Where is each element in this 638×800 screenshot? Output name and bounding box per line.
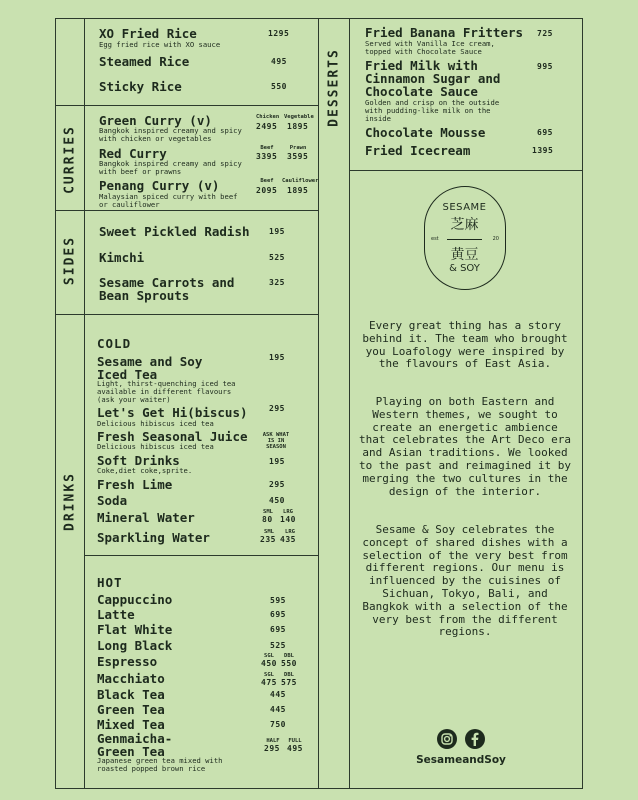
menu-item-name: Latte bbox=[97, 607, 135, 622]
size-label: SGL bbox=[264, 653, 274, 659]
menu-item-description: Delicious hibiscus iced tea bbox=[97, 442, 214, 451]
menu-item-description: Coke,diet coke,sprite. bbox=[97, 466, 193, 475]
section-label-sides: SIDES bbox=[62, 235, 78, 286]
menu-item-name: Steamed Rice bbox=[99, 54, 190, 69]
menu-item-name: Soda bbox=[97, 493, 128, 508]
menu-item-description: Egg fried rice with XO sauce bbox=[99, 40, 221, 49]
menu-item-name: Fried Icecream bbox=[365, 143, 471, 158]
size-label: FULL bbox=[288, 738, 302, 744]
menu-item-name: Mineral Water bbox=[97, 510, 195, 525]
price-note: ASK WHAT IS IN SEASON bbox=[262, 432, 290, 450]
menu-item-price: 80 bbox=[262, 515, 273, 524]
menu-item-price: 445 bbox=[270, 705, 286, 714]
menu-item-price: 450 bbox=[269, 496, 285, 505]
price-option-label: Chicken bbox=[256, 114, 280, 120]
menu-item-name: Black Tea bbox=[97, 687, 165, 702]
center-divider-left bbox=[318, 18, 319, 789]
story-paragraph: Sesame & Soy celebrates the concept of shared dishes with a selection of the very best from different regions. Our menu is influenced by the cuisines of Sichuan, Tokyo, Bali, and Bangkok with a selection of the very best from the different regions. bbox=[362, 523, 568, 639]
menu-item-name: Sweet Pickled Radish bbox=[99, 224, 250, 239]
menu-item-price: 295 bbox=[269, 480, 285, 489]
menu-item-description: Bangkok inspired creamy and spicy with chicken or vegetables bbox=[99, 126, 242, 143]
outer-border-bottom bbox=[55, 788, 583, 789]
menu-item-description: Japanese green tea mixed with roasted popped brown rice bbox=[97, 756, 223, 773]
menu-item-price: 475 bbox=[261, 678, 277, 687]
menu-item-name: Fried Banana Fritters bbox=[365, 25, 524, 40]
logo-rule bbox=[447, 239, 482, 240]
outer-border-top bbox=[55, 18, 583, 19]
menu-item-name: Mixed Tea bbox=[97, 717, 165, 732]
logo-line-2: & SOY bbox=[449, 263, 480, 274]
menu-item-price: 595 bbox=[270, 596, 286, 605]
menu-item-price: 435 bbox=[280, 535, 296, 544]
size-label: LRG bbox=[285, 529, 295, 535]
menu-item-price: 445 bbox=[270, 690, 286, 699]
divider-curries-sides bbox=[55, 210, 318, 211]
menu-item-name: Flat White bbox=[97, 622, 173, 637]
menu-item-price: 1895 bbox=[287, 122, 309, 131]
menu-item-price: 725 bbox=[537, 29, 553, 38]
menu-item-price: 325 bbox=[269, 278, 285, 287]
menu-item-price: 495 bbox=[271, 57, 287, 66]
menu-item-price: 695 bbox=[537, 128, 553, 137]
center-divider-right bbox=[349, 18, 350, 789]
facebook-icon[interactable] bbox=[465, 729, 485, 749]
menu-item-name: Sesame Carrots and Bean Sprouts bbox=[99, 275, 235, 303]
menu-item-price: 550 bbox=[281, 659, 297, 668]
menu-item-name: Soft Drinks bbox=[97, 453, 180, 468]
size-label: DBL bbox=[284, 653, 294, 659]
subsection-title-cold: COLD bbox=[97, 336, 132, 351]
sesame-soy-logo bbox=[424, 186, 506, 290]
logo-line-1: SESAME bbox=[442, 202, 487, 213]
menu-item-description: Bangkok inspired creamy and spicy with beef or prawns bbox=[99, 159, 242, 176]
menu-item-name: Macchiato bbox=[97, 671, 165, 686]
menu-item-price: 575 bbox=[281, 678, 297, 687]
menu-item-name: Kimchi bbox=[99, 250, 145, 265]
menu-item-name: Sesame and Soy Iced Tea bbox=[97, 354, 203, 382]
price-option-label: Vegetable bbox=[284, 114, 314, 120]
divider-sides-drinks bbox=[55, 314, 318, 315]
outer-border-right bbox=[582, 18, 583, 789]
story-paragraph: Every great thing has a story behind it. The team who brought you Loafology were inspired by the flavours of East Asia. bbox=[362, 319, 568, 371]
divider-rice-curries bbox=[55, 105, 318, 106]
menu-item-name: Red Curry bbox=[99, 146, 167, 161]
social-handle: SesameandSoy bbox=[416, 754, 506, 766]
price-option-label: Prawn bbox=[289, 145, 307, 151]
menu-item-name: Green Curry (v) bbox=[99, 113, 212, 128]
divider-desserts-story bbox=[349, 170, 582, 171]
menu-item-price: 235 bbox=[260, 535, 276, 544]
menu-item-name: Espresso bbox=[97, 654, 158, 669]
size-label: HALF bbox=[266, 738, 280, 744]
menu-item-description: Served with Vanilla Ice cream, topped with Chocolate Sauce bbox=[365, 39, 495, 56]
menu-item-price: 525 bbox=[270, 641, 286, 650]
menu-item-price: 140 bbox=[280, 515, 296, 524]
menu-item-description: Delicious hibiscus iced tea bbox=[97, 419, 214, 428]
menu-item-price: 495 bbox=[287, 744, 303, 753]
menu-item-price: 195 bbox=[269, 457, 285, 466]
menu-item-name: Long Black bbox=[97, 638, 173, 653]
divider-cold-hot bbox=[84, 555, 318, 556]
menu-item-name: Fried Milk with Cinnamon Sugar and Chocolate Sauce bbox=[365, 58, 501, 99]
menu-item-name: Green Tea bbox=[97, 702, 165, 717]
logo-chars-2: 黄豆 bbox=[450, 247, 479, 263]
menu-item-price: 525 bbox=[269, 253, 285, 262]
menu-item-description: Golden and crisp on the outside with pudding-like milk on the inside bbox=[365, 98, 500, 123]
size-label: SML bbox=[263, 509, 273, 515]
instagram-icon[interactable] bbox=[437, 729, 457, 749]
menu-item-price: 195 bbox=[269, 353, 285, 362]
story-paragraph: Playing on both Eastern and Western themes, we sought to create an energetic ambience that celebrates the Art Deco era and Asian traditions. We looked to the past and reimagined it by merging the two cultures in the design of the interior. bbox=[359, 395, 571, 498]
menu-item-name: Cappuccino bbox=[97, 592, 173, 607]
menu-item-price: 295 bbox=[269, 404, 285, 413]
menu-item-price: 750 bbox=[270, 720, 286, 729]
menu-item-name: Sticky Rice bbox=[99, 79, 182, 94]
size-label: SGL bbox=[264, 672, 274, 678]
menu-item-price: 3395 bbox=[256, 152, 278, 161]
menu-item-price: 995 bbox=[537, 62, 553, 71]
section-label-desserts: DESSERTS bbox=[326, 48, 342, 127]
price-option-label: Beef bbox=[260, 178, 274, 184]
size-label: DBL bbox=[284, 672, 294, 678]
menu-item-name: Genmaicha- Green Tea bbox=[97, 731, 173, 759]
outer-border-left bbox=[55, 18, 56, 789]
menu-item-price: 195 bbox=[269, 227, 285, 236]
menu-item-price: 1895 bbox=[287, 186, 309, 195]
menu-item-price: 295 bbox=[264, 744, 280, 753]
menu-item-price: 1395 bbox=[532, 146, 554, 155]
logo-year: 20 bbox=[492, 236, 499, 242]
menu-item-price: 695 bbox=[270, 610, 286, 619]
menu-item-name: Penang Curry (v) bbox=[99, 178, 220, 193]
menu-item-price: 450 bbox=[261, 659, 277, 668]
menu-item-description: Light, thirst-quenching iced tea available in different flavours (ask your waiter) bbox=[97, 379, 236, 404]
price-option-label: Beef bbox=[260, 145, 274, 151]
menu-item-name: Let's Get Hi(biscus) bbox=[97, 405, 248, 420]
menu-item-description: Malaysian spiced curry with beef or cauliflower bbox=[99, 192, 238, 209]
price-option-label: Cauliflower bbox=[282, 178, 319, 184]
logo-chars-1: 芝麻 bbox=[450, 217, 479, 233]
subsection-title-hot: HOT bbox=[97, 575, 123, 590]
logo-est: est bbox=[431, 236, 439, 242]
menu-item-price: 2095 bbox=[256, 186, 278, 195]
menu-item-name: XO Fried Rice bbox=[99, 26, 197, 41]
menu-item-name: Fresh Seasonal Juice bbox=[97, 429, 248, 444]
menu-item-name: Fresh Lime bbox=[97, 477, 173, 492]
size-label: SML bbox=[264, 529, 274, 535]
menu-item-name: Sparkling Water bbox=[97, 530, 210, 545]
section-label-drinks: DRINKS bbox=[62, 472, 78, 531]
menu-item-price: 550 bbox=[271, 82, 287, 91]
menu-item-price: 1295 bbox=[268, 29, 290, 38]
menu-item-name: Chocolate Mousse bbox=[365, 125, 486, 140]
menu-item-price: 695 bbox=[270, 625, 286, 634]
menu-item-price: 2495 bbox=[256, 122, 278, 131]
menu-item-price: 3595 bbox=[287, 152, 309, 161]
size-label: LRG bbox=[283, 509, 293, 515]
section-label-curries: CURRIES bbox=[62, 125, 78, 194]
label-column-divider bbox=[84, 18, 85, 789]
